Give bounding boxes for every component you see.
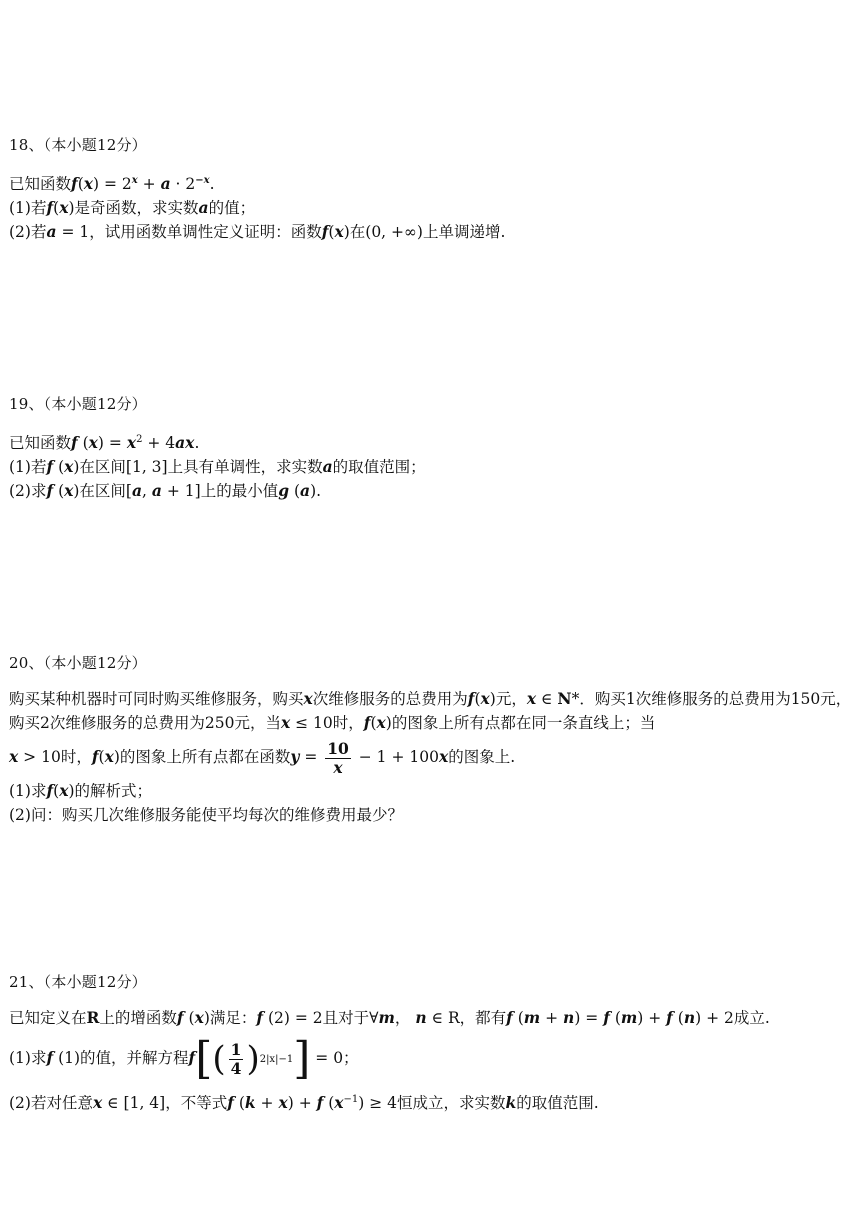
question-20-line-1: 购买某种机器时可同时购买维修服务，购买x次维修服务的总费用为f(x)元，x ∈ N*．购买1次维修服务的总费用为150元，购买2次维修服务的总费用为250元，当x ≤ 10时，f(x)的图象上所有点都在同一条直线上；当 xyxy=(9,689,852,732)
question-18-header: 18、（本小题12分） xyxy=(9,136,147,154)
bracket-expression: [ ( $\frac{1}{4}$ ) 2|x|−1 ] xyxy=(195,1033,311,1084)
question-21-header: 21、（本小题12分） xyxy=(9,973,147,991)
question-21-line-2: (1)求f (1)的值，并解方程f [ ( $\frac{1}{4}$ ) 2|x|−1 ] = 0； xyxy=(9,1030,855,1088)
question-20-line-2: x > 10时，f(x)的图象上所有点都在函数y = $\frac{10}{x}$ − 1 + 100x的图象上. xyxy=(9,738,516,777)
question-19-line-1: 已知函数f $(x) = x^2 + 4ax$. xyxy=(9,433,200,453)
question-19 xyxy=(9,394,855,503)
question-21-line-1: 已知定义在R上的增函数f (x)满足：f (2) = 2且对于∀m， n ∈ R，都有f (m + n) = f (m) + f (n) + 2成立. xyxy=(9,1008,770,1027)
question-21 xyxy=(9,972,855,1115)
question-20-line-4: (2)问：购买几次维修服务能使平均每次的维修费用最少？ xyxy=(9,806,403,824)
question-20 xyxy=(9,653,855,827)
fraction-10-over-x: $\frac{10}{x}$ xyxy=(327,738,349,777)
question-21-line-3: (2)若对任意x ∈ [1, 4]，不等式f (k + x) + f $(x^{-1}) \ge 4$恒成立，求实数k的取值范围. xyxy=(9,1093,599,1113)
question-19-line-2: (1)若f (x)在区间[1, 3]上具有单调性，求实数a的取值范围； xyxy=(9,457,426,477)
question-18-line-2: (1)若f(x)是奇函数，求实数a的值； xyxy=(9,198,256,218)
question-18-line-3: (2)若a = 1，试用函数单调性定义证明：函数f(x)在(0, +∞)上单调递增. xyxy=(9,222,506,242)
question-18-line-1: 已知函数$f(x) = 2^x + a \cdot 2^{-x}$. xyxy=(9,174,215,194)
question-20-line-3: (1)求f(x)的解析式； xyxy=(9,781,153,800)
question-19-line-3: (2)求f (x)在区间[a, a + 1]上的最小值g (a). xyxy=(9,481,322,501)
question-19-header: 19、（本小题12分） xyxy=(9,395,147,413)
question-20-header: 20、（本小题12分） xyxy=(9,654,147,672)
question-18 xyxy=(9,135,855,244)
